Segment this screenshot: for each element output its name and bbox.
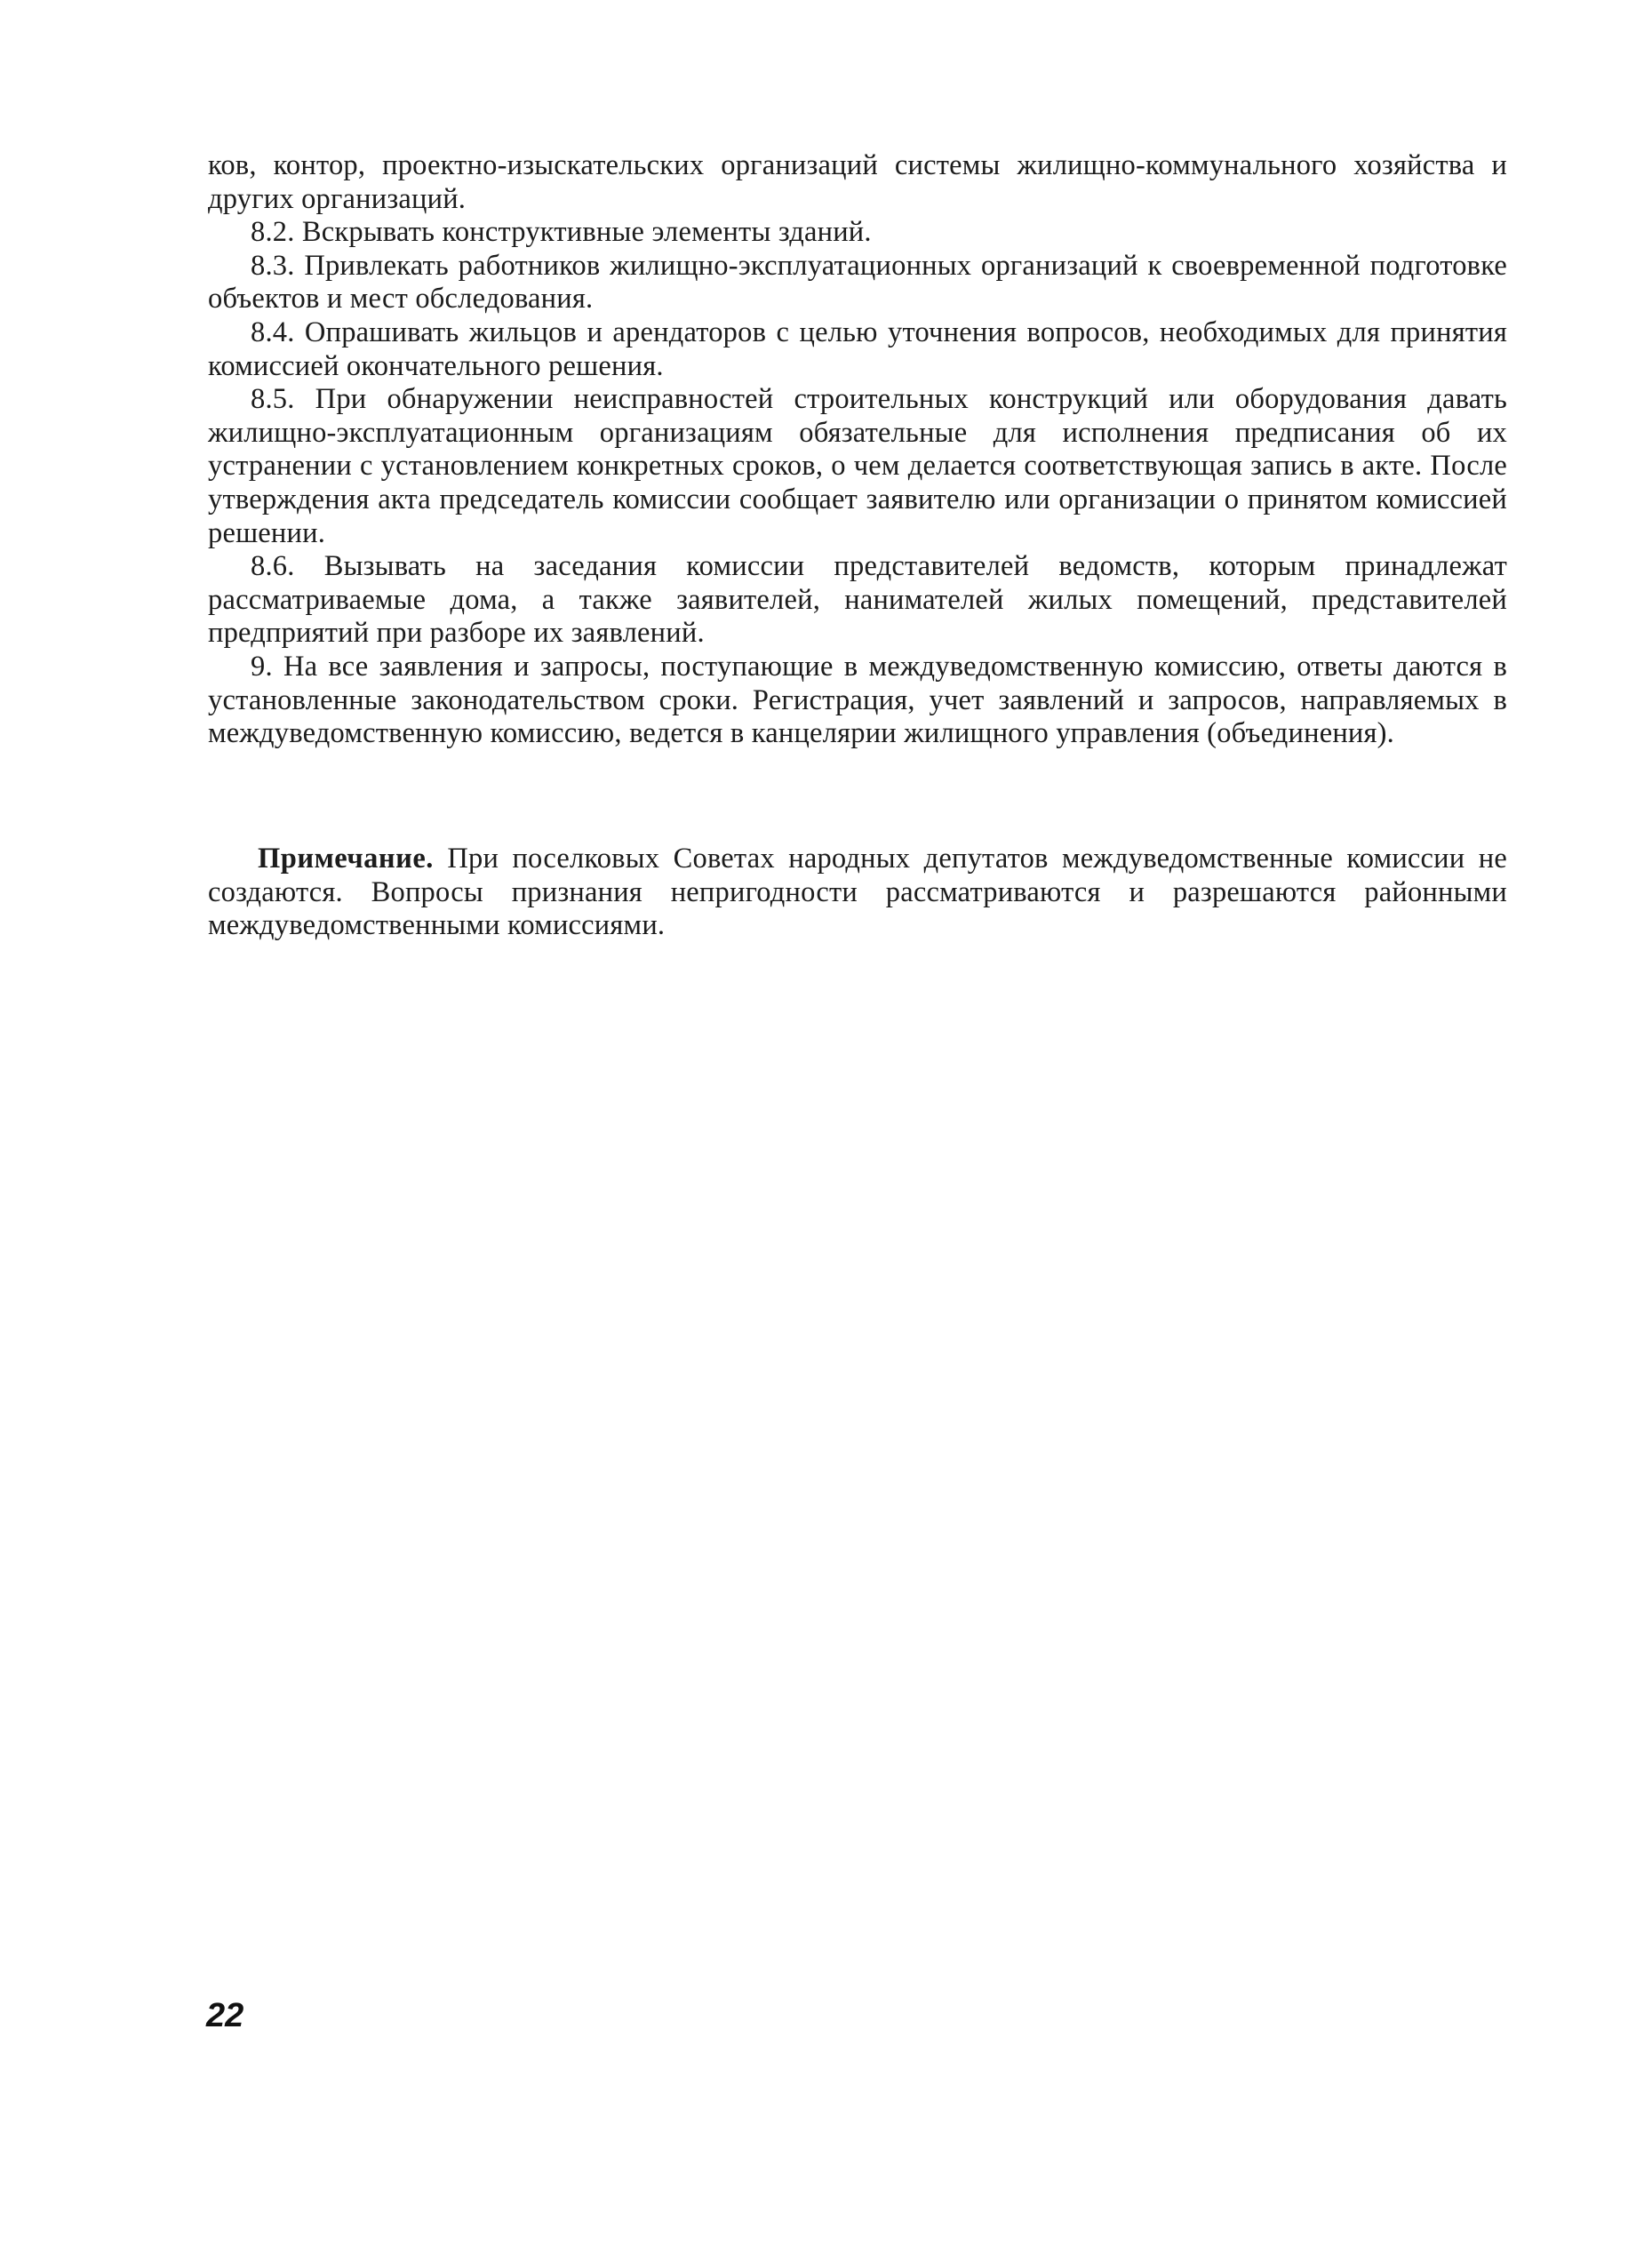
main-text: [208, 149, 1507, 751]
note-label: Примечание.: [258, 843, 434, 875]
paragraph-8-4: 8.4. Опрашивать жильцов и арендаторов с целью уточнения вопросов, необходимых для принятия комиссией окончательного решения.: [208, 316, 1507, 382]
paragraph-continuation: ков, контор, проектно-изыскательских организаций системы жилищно-коммунального хозяйства и других организаций.: [208, 149, 1507, 215]
note-block: [208, 843, 1507, 943]
note-text: При поселковых Советах народных депутатов междуведомственные комиссии не создаются. Вопросы признания непригодности рассматриваются и разрешаются районными междуведомственными комиссиями.: [208, 843, 1507, 942]
paragraph-8-6: 8.6. Вызывать на заседания комиссии представителей ведомств, которым принадлежат рассматриваемые дома, а также заявителей, нанимателей жилых помещений, представителей предприятий при разборе их заявлений.: [208, 550, 1507, 650]
paragraph-9: 9. На все заявления и запросы, поступающие в междуведомственную комиссию, ответы даются в установленные законодательством сроки. Регистрация, учет заявлений и запросов, направляемых в междуведомственную комиссию, ведется в канцелярии жилищного управления (объединения).: [208, 650, 1507, 750]
paragraph-8-2: 8.2. Вскрывать конструктивные элементы зданий.: [251, 216, 872, 249]
page-number: 22: [206, 1997, 244, 2034]
note-paragraph: [208, 843, 1507, 943]
paragraph-8-3: 8.3. Привлекать работников жилищно-эксплуатационных организаций к своевременной подготовке объектов и мест обследования.: [208, 249, 1507, 316]
paragraph-8-5: 8.5. При обнаружении неисправностей строительных конструкций или оборудования давать жилищно-эксплуатационным организациям обязательные для исполнения предписания об их устранении с установлением конкретных сроков, о чем делается соответствующая запись в акте. После утверждения акта председатель комиссии сообщает заявителю или организации о принятом комиссией решении.: [208, 383, 1507, 549]
